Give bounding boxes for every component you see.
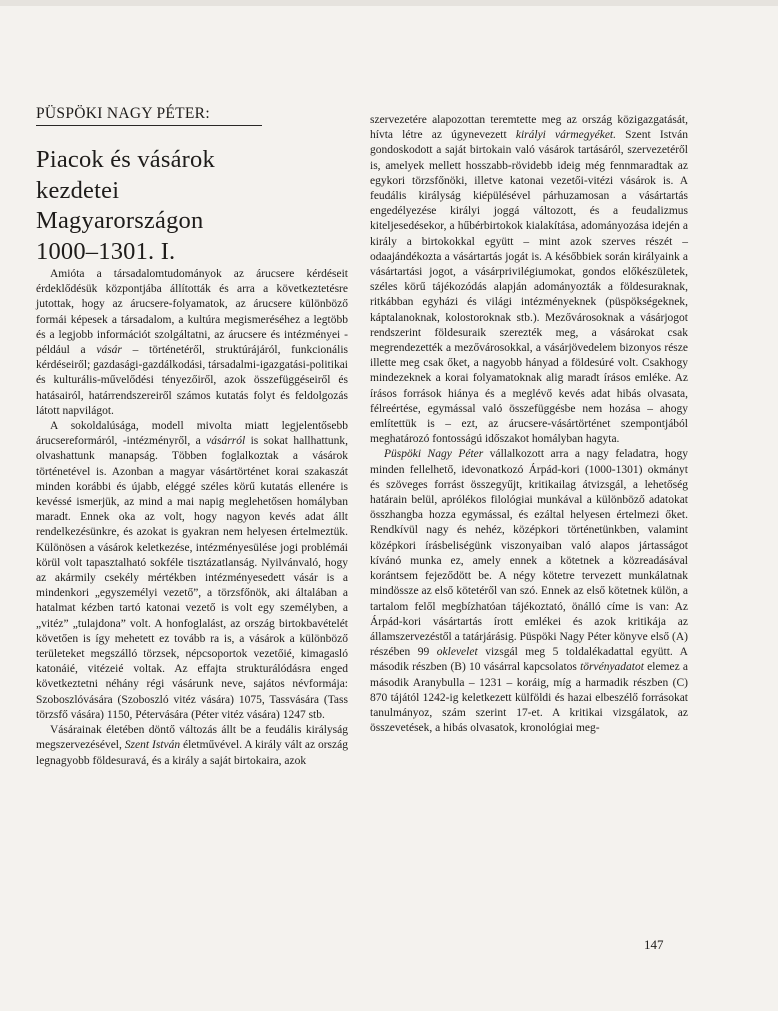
article-title (36, 145, 296, 267)
page-number: 147 (644, 937, 664, 952)
title-line: kezdetei (36, 176, 120, 204)
author-name: PÜSPÖKI NAGY PÉTER: (36, 105, 210, 122)
right-column (370, 113, 688, 736)
title-line: Magyarországon (36, 207, 204, 234)
left-column (36, 267, 348, 769)
page-top-edge (0, 0, 778, 6)
author-underline (36, 125, 262, 126)
paragraph: szervezetére alapozottan teremtette meg az ország közigazgatását, hívta létre az úgynevezett királyi vármegyéket. Szent István gondoskodott a saját birtokain való vásárok tartásáról, szervezetéről is, amelyek mellett hosszabb-rövidebb ideig még fennmaradtak az egykori törzsfőnöki, illetve katonai vezetői-vitézi vásárok is. A feudális királyság kiépülésével párhuzamosan a vásártartás engedélyezése királyi joggá változott, és a feudalizmus kiteljesedésekor, a hűbérbirtokok kialakítása, adományozása idején a király a birtokokkal együtt – mint azok szerves részét – odaajándékozta a vásártartás jogát is. A későbbiek során királyaink a vásártartási jogot, a vásárprivilégiumokat, gondos előkészületek, széles körű tájékozódás alapján adományozták a földesuraknak, ritkábban egyházi és világi intézményeknek (püspökségeknek, káptalanoknak, kolostoroknak stb.). Mezővárosoknak a vásárjogot rendszerint földesuraik szerezték meg, a vásárokat csak megrendezették a mezővárosokkal, a vásárjövedelem bizonyos része illette meg csak őket, a nagyobb hányad a földesúré volt. Csakhogy mindezeknek a korai folyamatoknak alig maradt írásos emléke. Az írásos források hiánya és a meglévő kevés adat hibás olvasata, félreértése, egymással való összefüggésbe nem hozása – ahogy említettük is – ezt, az árucsere-vásártörténet szempontjából meghatározó fontosságú időszakot homályban hagyta. (370, 114, 688, 446)
title-line: 1000–1301. I. (36, 237, 176, 265)
title-line: Piacok és vásárok (36, 146, 215, 173)
paragraph: Vásárainak életében döntő változás állt be a feudális királyság megszervezésével, Szent István életművével. A király vált az ország legnagyobb földesuravá, és a király a saját birtokaira, azok (36, 724, 348, 767)
paragraph: Amióta a társadalomtudományok az árucsere kérdéseit érdeklődésük központjába állították és arra a következtetésre jutottak, hogy az árucsere-folyamatok, az árucsere különböző formái képesek a társadalom, a kultúra megismeréséhez a legtöbb és a legjobb információt szolgáltatni, az árucsere és intézményei - például a vásár – történetéről, struktúrájáról, funkcionális kérdéseiről; gazdasági-gazdálkodási, társadalmi-igazgatási-politikai és kulturális-művelődési tényezőiről, azok összefüggéseiről és hatásairól, határrendszereiről számos kutatás folyt és feldolgozás látott napvilágot. (36, 268, 348, 417)
paragraph: A sokoldalúsága, modell mivolta miatt legjelentősebb árucsereformáról, -intézményről, a vásárról is sokat hallhattunk, olvashattunk manapság. Többen foglalkoztak a vásárok történetével is. Azonban a magyar vásártörténet korai szakaszát minden korábbi és újabb, eléggé széles körű kutatás ellenére is kevéssé ismerjük, az mind a mai napig meglehetősen homályban maradt. Ennek oka az volt, hogy nagyon kevés adat állt rendelkezésünkre, és azokat is gyakran nem helyesen értelmeztük. Különösen a vásárok keletkezése, intézményesülése jogi problémái körül volt tapasztalható sokféle tisztázatlanság. Nyilvánvaló, hogy az akármily csekély mértékben intézményesedett vásár is a mindenkori „egyszemélyi vezető”, a törzsfőnök, aki általában a hatalmat kézben tartó katonai vezető is volt egy személyben, a „vitéz” „tulajdona” volt. A honfoglalást, az ország birtokbavételét követően is így mehetett ez tovább ra is, a vásárok a különböző területeket megszálló törzsek, népcsoportok vezetőié, kimagasló katonáié, vitézeié voltak. Az effajta strukturálódásra enged következtetni néhány régi vásárunk neve, sajátos névformája: Szoboszlóvására (Szoboszló vitéz vására) 1075, Tassvására (Tass törzsfő vására) 1150, Pétervására (Péter vitéz vására) 1247 stb. (36, 420, 348, 721)
paragraph: Püspöki Nagy Péter vállalkozott arra a nagy feladatra, hogy minden fellelhető, idevonatkozó Árpád-kori (1000-1301) okmányt és szöveges forrást összegyűjt, kritikailag átvizsgál, a lehetőség határain belül, aprólékos filológiai munkával a különböző adatokat összhangba hozza egymással, és ezáltal helyesen értelmezi őket. Rendkívül nagy és nehéz, középkori történetünkben, valamint középkori írásbeliségünk viszonyaiban való alapos jártasságot kívánó munka ez, amely ennek a kötetnek a közreadásával korántsem fejeződött be. A négy kötetre tervezett munkálatnak mindössze az első kötetéről van szó. Ennek az első kötetnek külön, a tartalom felől megbízhatóan tájékoztató, önálló címe is van: Az Árpád-kori vásártartás írott emlékei és azok kritikája az államszervezéstől a tatárjárásig. Püspöki Nagy Péter könyve első (A) részében 99 oklevelet vizsgál meg 5 toldalékadattal együtt. A második részben (B) 10 vásárral kapcsolatos törvényadatot elemez a második Aranybulla – 1231 – koráig, míg a harmadik részben (C) 870 tájától 1242-ig keletkezett külföldi és hazai elbeszélő forrásokat tanulmányoz, szám szerint 17-et. A kritikai vizsgálatok, az összevetések, a hibás olvasatok, kronológiai meg- (370, 448, 688, 735)
